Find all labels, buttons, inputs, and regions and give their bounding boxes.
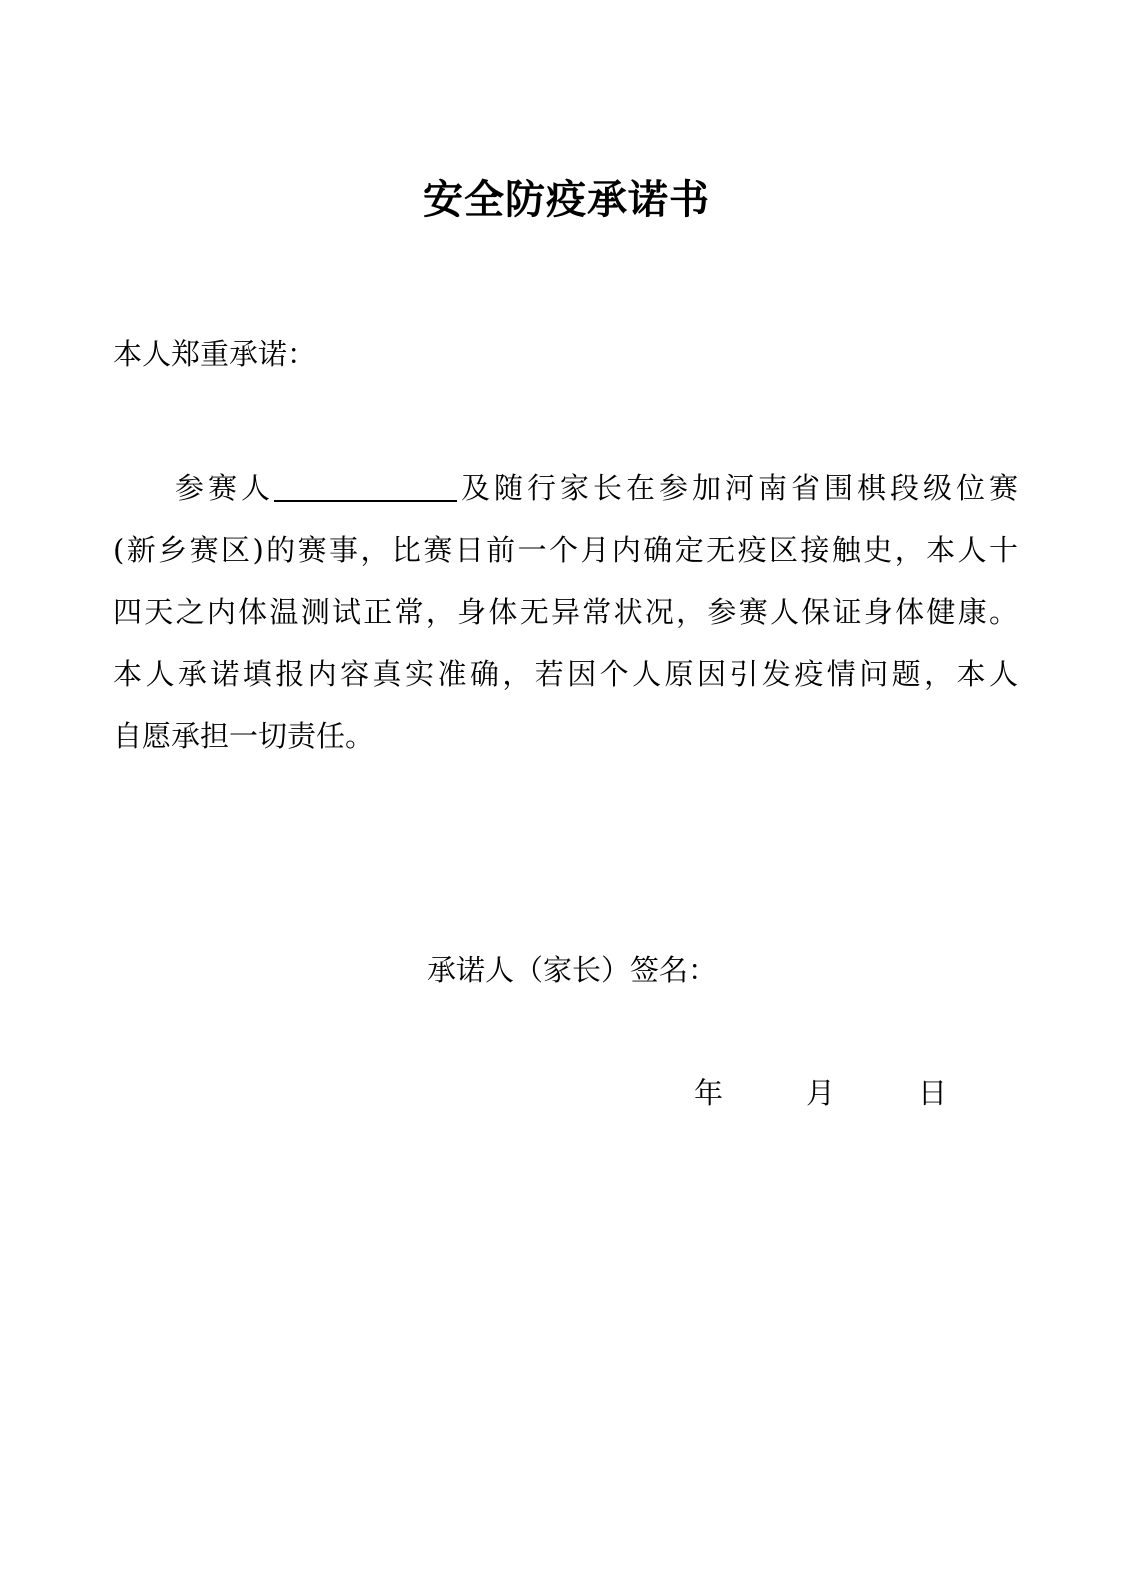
- commitment-paragraph: [113, 457, 1018, 767]
- salutation: 本人郑重承诺：: [113, 337, 317, 371]
- participant-label: 参赛人: [175, 471, 274, 505]
- date-month-label: 月: [806, 1076, 836, 1110]
- body-line-2: (新乡赛区)的赛事，比赛日前一个月内确定无疫区接触史，本人十: [113, 533, 1018, 567]
- body-line-4: 本人承诺填报内容真实准确，若因个人原因引发疫情问题，本人: [113, 657, 1018, 691]
- body-line-1: [113, 457, 1018, 519]
- participant-name-blank[interactable]: [274, 470, 457, 502]
- body-line-3: 四天之内体温测试正常，身体无异常状况，参赛人保证身体健康。: [113, 595, 1018, 629]
- date-year-label: 年: [694, 1076, 724, 1110]
- body-line-5: 自愿承担一切责任。: [113, 719, 375, 753]
- signature-label: 承诺人（家长）签名：: [427, 953, 718, 987]
- date-day-label: 日: [918, 1076, 948, 1110]
- body-line-1-rest: 及随行家长在参加河南省围棋段级位赛: [457, 471, 1018, 505]
- document-title: 安全防疫承诺书: [423, 176, 710, 223]
- date-line: [694, 1073, 947, 1113]
